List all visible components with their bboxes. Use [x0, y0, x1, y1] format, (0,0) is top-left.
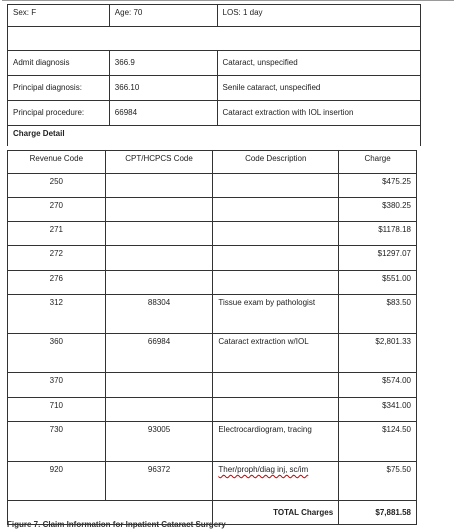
diagnosis-row	[8, 76, 421, 101]
charge-amount: $574.00	[339, 373, 417, 398]
cpt-code	[105, 398, 213, 422]
patient-row	[8, 5, 421, 27]
diagnosis-description: Cataract, unspecified	[217, 51, 420, 76]
charge-amount: $551.00	[339, 271, 417, 295]
spacer-cell	[8, 27, 421, 51]
charge-amount: $341.00	[339, 398, 417, 422]
code-description-text: Ther/proph/diag inj, sc/im	[218, 465, 309, 474]
code-description	[213, 174, 339, 198]
patient-info-table	[7, 4, 421, 146]
code-description	[213, 198, 339, 222]
cpt-code	[105, 271, 213, 295]
charge-amount: $380.25	[339, 198, 417, 222]
revenue-code: 360	[8, 334, 106, 373]
revenue-code: 710	[8, 398, 106, 422]
diagnosis-label: Principal diagnosis:	[8, 76, 110, 101]
code-description	[213, 462, 339, 501]
charge-amount: $124.50	[339, 422, 417, 462]
cpt-code: 96372	[105, 462, 213, 501]
col-header-description: Code Description	[213, 151, 339, 174]
diagnosis-row	[8, 101, 421, 126]
revenue-code: 730	[8, 422, 106, 462]
table-row	[8, 398, 417, 422]
table-row	[8, 174, 417, 198]
table-row	[8, 198, 417, 222]
diagnosis-row	[8, 51, 421, 76]
sex-cell: Sex: F	[8, 5, 110, 27]
diagnosis-code: 366.10	[109, 76, 217, 101]
table-row	[8, 271, 417, 295]
revenue-code: 270	[8, 198, 106, 222]
table-row	[8, 373, 417, 398]
code-description	[213, 271, 339, 295]
charge-detail-heading-row	[8, 126, 421, 146]
charge-amount: $1178.18	[339, 222, 417, 246]
charge-detail-table	[7, 150, 417, 525]
age-cell: Age: 70	[109, 5, 217, 27]
charge-amount: $75.50	[339, 462, 417, 501]
total-label: TOTAL Charges	[213, 501, 339, 525]
code-description: Cataract extraction w/IOL	[213, 334, 339, 373]
col-header-charge: Charge	[339, 151, 417, 174]
revenue-code: 271	[8, 222, 106, 246]
table-row	[8, 295, 417, 334]
diagnosis-code: 366.9	[109, 51, 217, 76]
cpt-code	[105, 222, 213, 246]
figure-caption: Figure 7. Claim Information for Inpatient Cataract Surgery	[7, 520, 226, 529]
cpt-code	[105, 246, 213, 271]
charge-amount: $83.50	[339, 295, 417, 334]
cpt-code	[105, 174, 213, 198]
revenue-code: 272	[8, 246, 106, 271]
charge-detail-heading: Charge Detail	[8, 126, 421, 146]
code-description	[213, 222, 339, 246]
diagnosis-description: Senile cataract, unspecified	[217, 76, 420, 101]
cpt-code: 66984	[105, 334, 213, 373]
diagnosis-label: Admit diagnosis	[8, 51, 110, 76]
revenue-code: 250	[8, 174, 106, 198]
code-description	[213, 246, 339, 271]
cpt-code: 88304	[105, 295, 213, 334]
col-header-cpt: CPT/HCPCS Code	[105, 151, 213, 174]
cpt-code	[105, 373, 213, 398]
table-row	[8, 222, 417, 246]
table-row	[8, 422, 417, 462]
diagnosis-code: 66984	[109, 101, 217, 126]
diagnosis-label: Principal procedure:	[8, 101, 110, 126]
table-row	[8, 334, 417, 373]
charge-amount: $1297.07	[339, 246, 417, 271]
revenue-code: 312	[8, 295, 106, 334]
table-row	[8, 462, 417, 501]
code-description	[213, 398, 339, 422]
cpt-code	[105, 198, 213, 222]
code-description: Tissue exam by pathologist	[213, 295, 339, 334]
total-value: $7,881.58	[339, 501, 417, 525]
table-row	[8, 246, 417, 271]
col-header-revenue: Revenue Code	[8, 151, 106, 174]
charge-amount: $475.25	[339, 174, 417, 198]
code-description: Electrocardiogram, tracing	[213, 422, 339, 462]
revenue-code: 276	[8, 271, 106, 295]
revenue-code: 920	[8, 462, 106, 501]
spacer-row	[8, 27, 421, 51]
charge-amount: $2,801.33	[339, 334, 417, 373]
charge-header-row	[8, 151, 417, 174]
los-cell: LOS: 1 day	[217, 5, 420, 27]
revenue-code: 370	[8, 373, 106, 398]
code-description	[213, 373, 339, 398]
diagnosis-description: Cataract extraction with IOL insertion	[217, 101, 420, 126]
cpt-code: 93005	[105, 422, 213, 462]
